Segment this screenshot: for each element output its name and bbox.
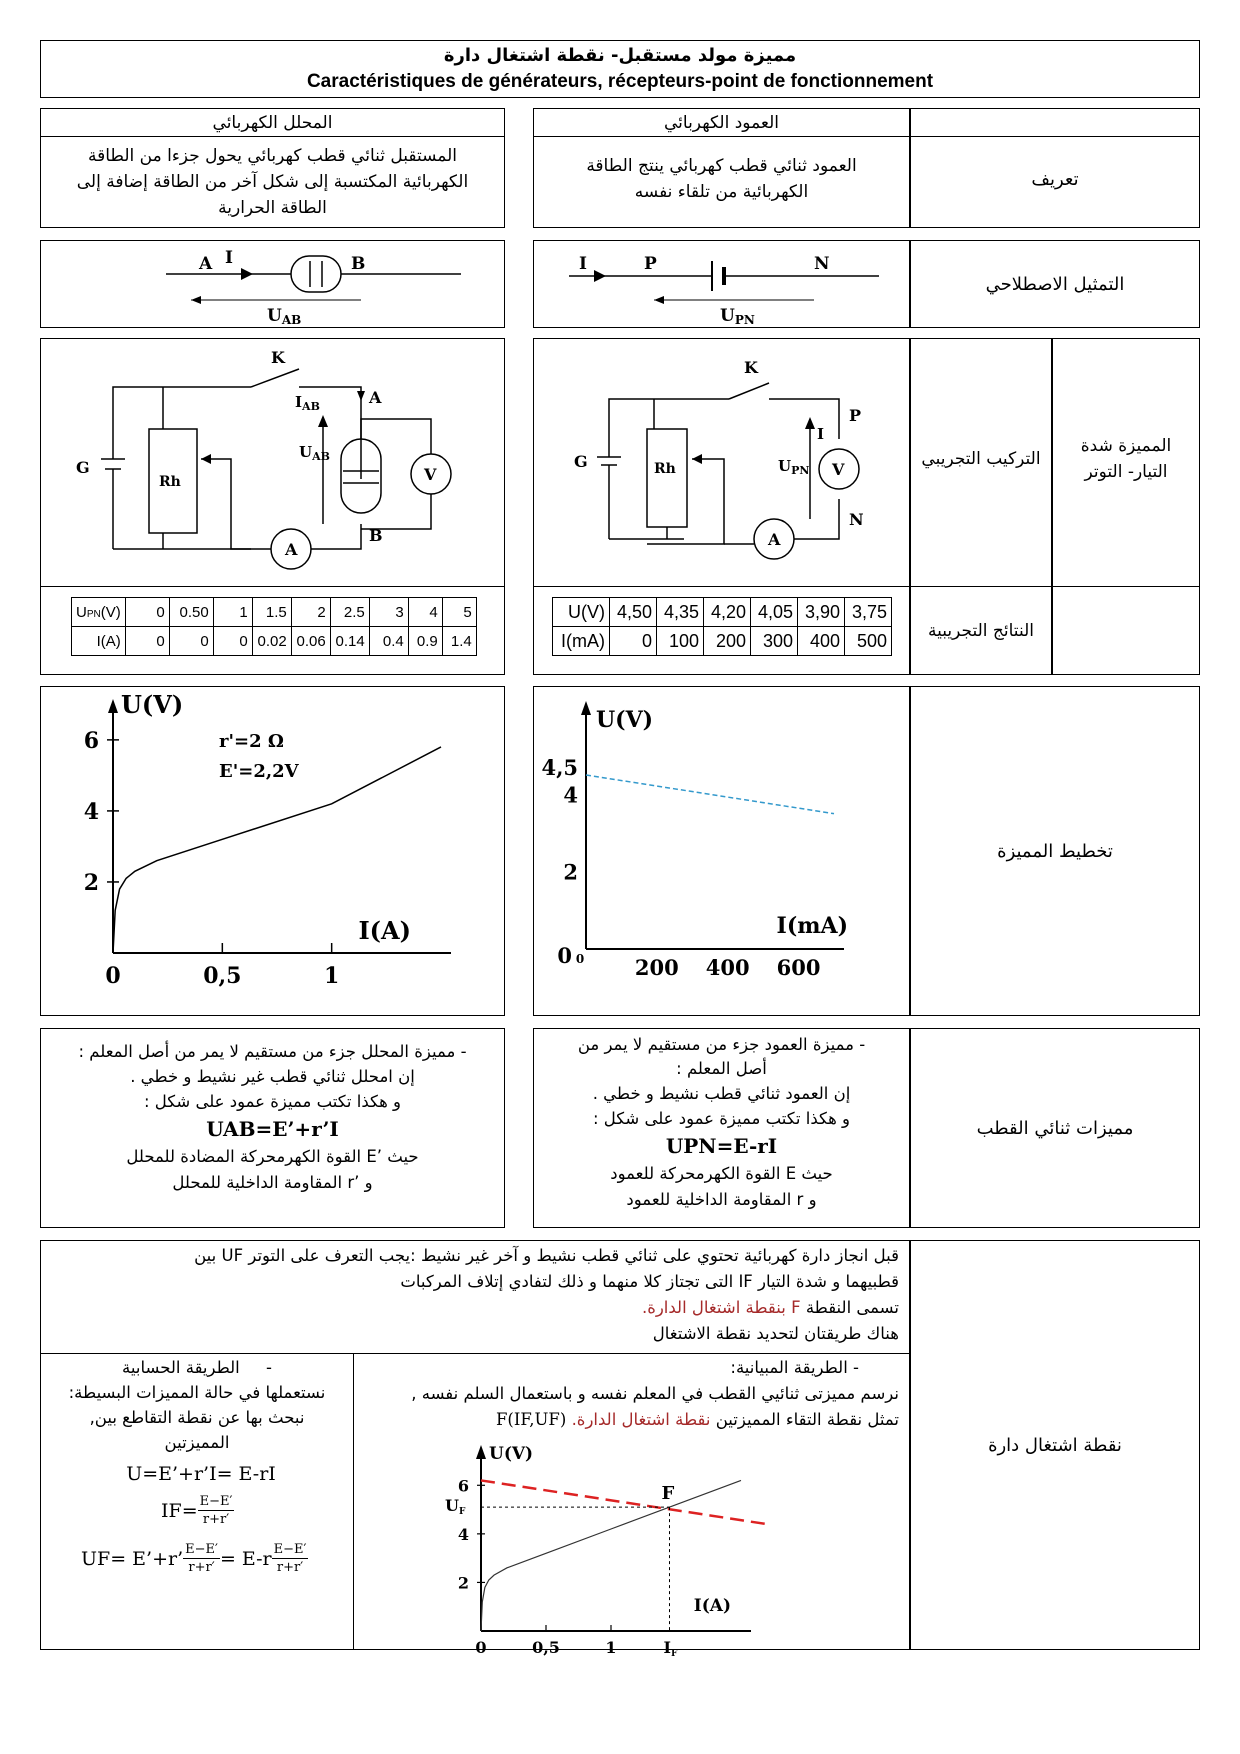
y-tick-label-uf: UF <box>445 1496 466 1518</box>
u-subscript: PN <box>86 608 101 620</box>
table-cell: 500 <box>845 627 892 656</box>
calc-f3-numerator: E−E′ <box>185 1542 218 1557</box>
generator-definition-cell <box>533 108 910 228</box>
generator-circuit-k: K <box>744 358 758 377</box>
table-cell: 0.50 <box>169 598 213 627</box>
table-cell: 0.9 <box>408 627 442 656</box>
x-tick-label: 0 <box>575 952 585 966</box>
row-label-definition <box>910 108 1200 228</box>
calc-f2-numerator: E−E′ <box>199 1494 233 1509</box>
header-box <box>40 40 1200 98</box>
generator-feature-line: أصل المعلم : <box>676 1059 767 1078</box>
generator-circuit <box>534 339 908 589</box>
table-cell: 1.4 <box>442 627 476 656</box>
i-subscript: AB <box>302 400 320 413</box>
generator-feature-formula: UPN=E-rI <box>665 1134 778 1158</box>
x-axis-label: I(A) <box>358 916 411 945</box>
graphical-line <box>361 1407 899 1433</box>
row-label-plot <box>910 686 1200 1016</box>
graphical-title-text: الطريقة المبيانية: <box>730 1358 848 1377</box>
u-letter: U <box>778 457 792 475</box>
calc-formula-1: U=E’+r’I= E-rI <box>126 1463 276 1485</box>
x-tick-label: 0 <box>105 963 121 989</box>
receiver-circuit-i <box>295 393 320 413</box>
table-cell: 0 <box>169 627 213 656</box>
y-axis-label: U(V) <box>489 1444 534 1464</box>
generator-results-table <box>552 597 892 656</box>
y-axis-label: U(V) <box>121 690 184 719</box>
generator-symbol-i: I <box>579 254 587 274</box>
operating-point-chart <box>441 1441 811 1671</box>
y-axis-arrow <box>581 701 591 715</box>
table-cell: 4,05 <box>751 598 798 627</box>
receiver-feature-line: إن امحلل ثنائي قطب غير نشيط و خطي . <box>130 1067 415 1086</box>
u-letter: U <box>267 306 282 325</box>
table-header-i: I(A) <box>72 627 126 656</box>
x-tick-label: 0,5 <box>203 963 242 989</box>
receiver-column-title: المحلل الكهربائي <box>212 113 333 133</box>
generator-circuit-rh: Rh <box>654 461 676 477</box>
i-letter: I <box>295 393 303 411</box>
table-cell: 0.14 <box>330 627 369 656</box>
u-unit: (V) <box>100 603 121 621</box>
table-cell: 0 <box>125 598 169 627</box>
table-row <box>72 627 477 656</box>
x-tick-label: 1 <box>605 1638 617 1657</box>
intro-text: تسمى النقطة <box>805 1298 899 1317</box>
generator-feature-line: - مميزة العمود جزء من مستقيم لا يمر من <box>577 1035 866 1054</box>
label-definition: تعريف <box>1031 168 1079 190</box>
row-label-operating <box>910 1240 1200 1650</box>
calc-f3-label: UF= E’+r’ <box>81 1547 184 1570</box>
y-axis-label: U(V) <box>596 707 654 733</box>
u-letter: U <box>720 306 735 325</box>
calc-f3-numerator-2: E−E′ <box>273 1542 307 1557</box>
calc-formula-2 <box>161 1493 234 1528</box>
y-tick-label: 2 <box>457 1573 469 1593</box>
operating-point-cell <box>40 1240 910 1659</box>
y-axis-arrow <box>108 699 118 713</box>
receiver-feature-line: حيث ’E القوة الكهرمحركة المضادة للمحلل <box>126 1147 419 1166</box>
u-letter: U <box>299 443 313 461</box>
receiver-circuit-rh: Rh <box>159 474 181 490</box>
generator-circuit-n: N <box>849 510 864 529</box>
table-cell: 0.4 <box>369 627 408 656</box>
calculation-title: - الطريقة الحسابية <box>122 1358 272 1377</box>
x-tick-label: 1 <box>324 963 340 989</box>
y-tick-label: 2 <box>563 859 578 885</box>
label-results: النتائج التجريبية <box>928 621 1034 641</box>
receiver-symbol-a: A <box>199 254 213 274</box>
y-tick-label: 6 <box>457 1476 469 1496</box>
receiver-features-cell <box>40 1028 505 1228</box>
receiver-results-table <box>71 597 477 656</box>
generator-circuit-v: V <box>832 460 845 479</box>
receiver-circuit-k: K <box>271 348 285 367</box>
u-subscript: PN <box>791 464 810 477</box>
x-tick-label: 400 <box>705 955 750 980</box>
table-cell: 0 <box>125 627 169 656</box>
generator-symbol-u <box>720 306 755 325</box>
u-letter: U <box>76 603 87 621</box>
y-tick-label: 6 <box>83 727 99 754</box>
x-tick-label: 600 <box>776 955 821 980</box>
receiver-circuit-b: B <box>369 526 383 545</box>
receiver-circuit-u <box>299 443 330 463</box>
generator-circuit-p: P <box>849 406 862 425</box>
generator-symbol-p: P <box>644 254 657 274</box>
generator-circuit-i: I <box>817 425 825 443</box>
generator-symbol-n: N <box>814 254 830 274</box>
receiver-plot-cell <box>40 686 505 1016</box>
receiver-circuit-amm: A <box>285 540 298 559</box>
receiver-circuit-g: G <box>76 458 90 477</box>
table-cell: 5 <box>442 598 476 627</box>
x-axis-label: I(mA) <box>776 913 848 939</box>
table-cell: 4,20 <box>704 598 751 627</box>
table-cell: 3,90 <box>798 598 845 627</box>
graphical-method-title: - الطريقة المبيانية: <box>730 1358 859 1377</box>
receiver-symbol-cell <box>40 240 505 328</box>
graphical-method <box>361 1355 899 1433</box>
calc-formula-3 <box>81 1541 308 1576</box>
generator-symbol <box>534 241 908 325</box>
table-cell: 300 <box>751 627 798 656</box>
receiver-definition-cell <box>40 108 505 228</box>
annotation-r: r'=2 Ω <box>219 731 284 752</box>
generator-feature-line: و r المقاومة الداخلية للعمود <box>626 1190 817 1209</box>
table-cell: 4 <box>408 598 442 627</box>
receiver-symbol-i: I <box>225 248 233 268</box>
graphical-line: نرسم مميزتى ثنائيي القطب في المعلم نفسه و باستعمال السلم نفسه , <box>411 1384 899 1403</box>
y-tick-label: 4 <box>563 782 578 808</box>
calc-f3-middle: = E-r <box>219 1547 272 1570</box>
calculation-line: المميزتين <box>164 1433 230 1452</box>
calc-f2-denominator: r+r′ <box>202 1512 230 1527</box>
generator-characteristic-chart <box>534 687 908 1013</box>
table-cell: 100 <box>657 627 704 656</box>
table-header-u: U(V) <box>553 598 610 627</box>
receiver-circuit-v: V <box>424 465 437 484</box>
annotation-e: E'=2,2V <box>219 761 299 782</box>
calc-f2-label: IF= <box>161 1499 198 1522</box>
intro-highlight: F بنقطة اشتغال الدارة. <box>641 1298 801 1317</box>
graphical-point: F(IF,UF) <box>495 1410 567 1429</box>
table-cell: 2 <box>291 598 330 627</box>
row-label-setup-results <box>910 338 1052 675</box>
receiver-feature-line: و ’r المقاومة الداخلية للمحلل <box>172 1173 373 1192</box>
receiver-symbol-b: B <box>351 254 366 274</box>
calc-f3-denominator-2: r+r′ <box>276 1560 304 1575</box>
x-tick-label: 0,5 <box>532 1638 560 1657</box>
table-cell: 4,50 <box>610 598 657 627</box>
label-features: مميزات ثنائي القطب <box>976 1117 1134 1139</box>
generator-plot-cell <box>533 686 910 1016</box>
point-label: F <box>661 1483 675 1505</box>
label-operating: نقطة اشتغال دارة <box>988 1434 1122 1456</box>
calculation-method <box>47 1355 347 1455</box>
table-cell: 400 <box>798 627 845 656</box>
generator-definition: العمود ثنائي قطب كهربائي ينتج الطاقة الكهربائية من تلقاء نفسه <box>586 156 857 202</box>
table-cell: 3,75 <box>845 598 892 627</box>
receiver-feature-line: - مميزة المحلل جزء من مستقيم لا يمر من أصل المعلم : <box>78 1042 467 1061</box>
receiver-symbol <box>41 241 503 325</box>
row-label-features <box>910 1028 1200 1228</box>
generator-feature-line: و هكذا تكتب مميزة عمود على شكل : <box>592 1109 851 1128</box>
title-french: Caractéristiques de générateurs, récepteurs-point de fonctionnement <box>306 71 934 92</box>
title-arabic: مميزة مولد مستقبل- نقطة اشتغال دارة <box>443 45 797 66</box>
label-plot: تخطيط المميزة <box>997 840 1113 862</box>
y-tick-label: 2 <box>83 869 99 896</box>
intro-line: قبل انجاز دارة كهربائية تحتوي على ثنائي قطب نشيط و آخر غير نشيط :يجب التعرف على التوتر UF بين <box>194 1246 899 1265</box>
calculation-title-text: الطريقة الحسابية <box>122 1358 240 1377</box>
u-subscript: PN <box>734 313 755 325</box>
receiver-circuit-a: A <box>369 388 382 407</box>
table-cell: 0 <box>610 627 657 656</box>
y-axis-arrow <box>476 1445 486 1459</box>
table-cell: 200 <box>704 627 751 656</box>
table-cell: 0.02 <box>252 627 291 656</box>
generator-circuit-cell <box>533 338 910 675</box>
y-tick-label: 4,5 <box>541 755 578 780</box>
table-cell: 3 <box>369 598 408 627</box>
label-characteristic: المميزة شدة التيار- التوتر <box>1080 436 1172 482</box>
generator-features-cell <box>533 1028 910 1228</box>
generator-feature-line: إن العمود ثنائي قطب نشيط و خطي . <box>592 1084 851 1103</box>
graphical-text: تمثل نقطة التقاء المميزتين <box>715 1410 899 1429</box>
x-axis-label: I(A) <box>693 1596 731 1616</box>
x-tick-label-if: IF <box>663 1638 678 1659</box>
table-cell: 0 <box>213 627 252 656</box>
series-line <box>586 775 834 814</box>
receiver-feature-formula: UAB=E’+r’I <box>206 1117 339 1141</box>
generator-column-title: العمود الكهربائي <box>664 113 780 133</box>
table-row <box>72 598 477 627</box>
receiver-circuit <box>41 339 503 589</box>
generator-feature-line: حيث E القوة الكهرمحركة للعمود <box>610 1164 833 1183</box>
table-cell: 1 <box>213 598 252 627</box>
intro-line <box>51 1295 899 1321</box>
receiver-definition: المستقبل ثنائي قطب كهربائي يحول جزءا من الطاقة الكهربائية المكتسبة إلى شكل آخر من الطاقة إضافة إلى الطاقة الحرارية <box>76 146 469 218</box>
table-cell: 4,35 <box>657 598 704 627</box>
calc-f3-denominator: r+r′ <box>188 1560 215 1575</box>
x-tick-label: 0 <box>475 1638 487 1657</box>
y-tick-label: 4 <box>457 1524 469 1544</box>
origin-label: 0 <box>557 943 572 968</box>
calculation-line: نبحث بها عن نقطة التقاطع بين, <box>89 1408 305 1427</box>
label-symbol: التمثيل الاصطلاحي <box>985 273 1125 295</box>
label-setup: التركيب التجريبي <box>921 449 1041 469</box>
receiver-feature-line: و هكذا تكتب مميزة عمود على شكل : <box>143 1092 402 1111</box>
table-row <box>553 598 892 627</box>
row-label-characteristic <box>1052 338 1200 675</box>
receiver-characteristic-chart <box>41 687 503 1013</box>
u-subscript: AB <box>281 313 302 325</box>
generator-circuit-g: G <box>574 452 588 471</box>
table-row <box>553 627 892 656</box>
table-header-u <box>72 598 126 627</box>
calculation-line: نستعملها في حالة المميزات البسيطة: <box>68 1383 326 1402</box>
intro-line: قطبيهما و شدة التيار IF التى تجتاز كلا منهما و ذلك لتفادي إتلاف المركبات <box>400 1272 899 1291</box>
u-subscript: AB <box>312 450 330 463</box>
generator-symbol-cell <box>533 240 910 328</box>
table-cell: 2.5 <box>330 598 369 627</box>
table-header-i: I(mA) <box>553 627 610 656</box>
y-tick-label: 4 <box>83 798 99 825</box>
table-cell: 0.06 <box>291 627 330 656</box>
operating-intro <box>51 1243 899 1347</box>
table-cell: 1.5 <box>252 598 291 627</box>
intro-line: هناك طريقتان لتحديد نقطة الاشتغال <box>652 1324 899 1343</box>
generator-circuit-amm: A <box>768 530 781 549</box>
generator-circuit-u <box>778 457 809 477</box>
receiver-symbol-u <box>267 306 301 325</box>
row-label-symbol <box>910 240 1200 328</box>
graphical-highlight: نقطة اشتغال الدارة. <box>571 1410 711 1429</box>
x-tick-label: 200 <box>634 955 679 980</box>
receiver-circuit-cell <box>40 338 505 675</box>
